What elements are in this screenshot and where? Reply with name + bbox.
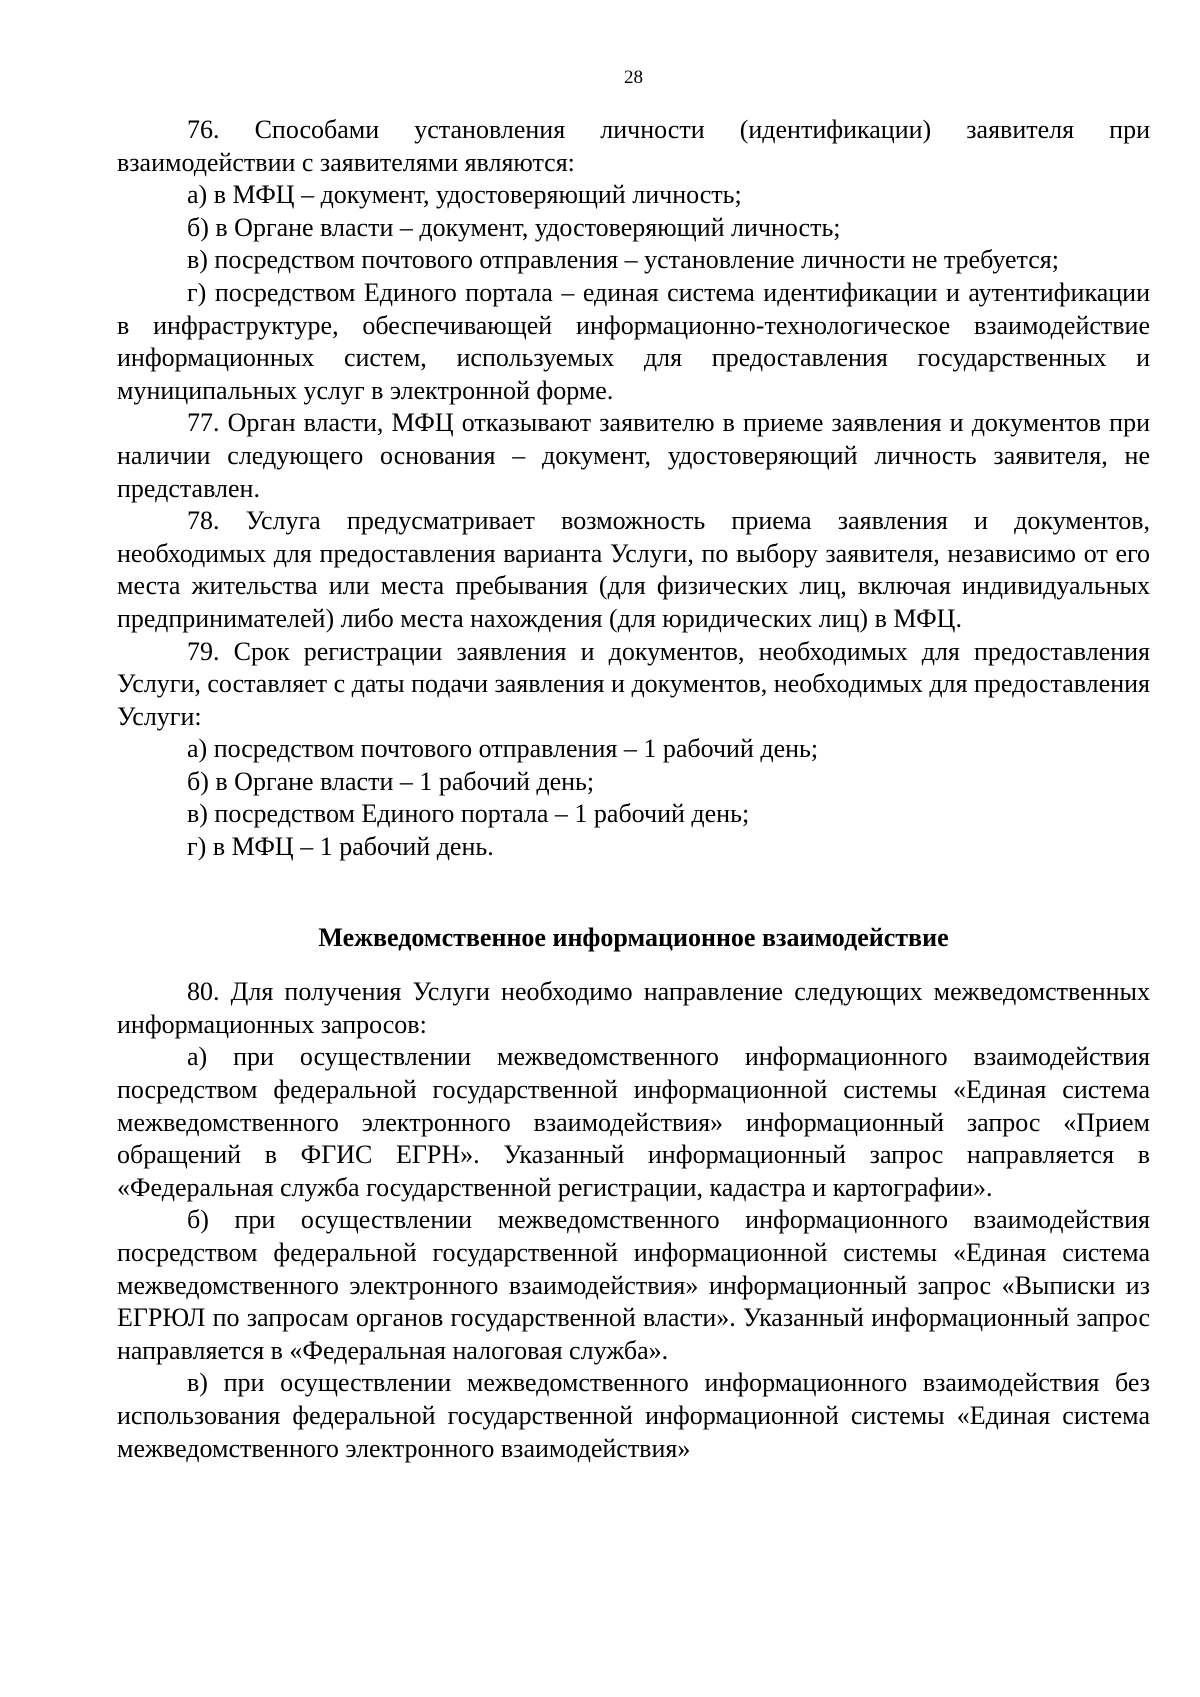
paragraph-79: 79. Срок регистрации заявления и документов, необходимых для предоставления Услуги, составляет с даты подачи заявления и документов, необходимых для предоставления Услуги: (117, 636, 1150, 731)
section-spacer (117, 864, 1150, 922)
list-item-76a: а) в МФЦ – документ, удостоверяющий личность; (187, 180, 742, 210)
list-item-80v: в) при осуществлении межведомственного информационного взаимодействия без использования федеральной государственной информационной системы «Единая система межведомственного электронного взаимодействия» (117, 1368, 1150, 1463)
document-page (117, 66, 1150, 1465)
section-heading: Межведомственное информационное взаимодействие (318, 922, 949, 952)
list-item-80a: а) при осуществлении межведомственного информационного взаимодействия посредством федеральной государственной информационной системы «Единая система межведомственного электронного взаимодействия» информационный запрос «Прием обращений в ФГИС ЕГРН». Указанный информационный запрос направляется в «Федеральная служба государственной регистрации, кадастра и картографии». (117, 1042, 1150, 1202)
list-item-76b: б) в Органе власти – документ, удостоверяющий личность; (187, 212, 841, 242)
page-number: 28 (624, 67, 643, 88)
list-item-79a: а) посредством почтового отправления – 1 рабочий день; (187, 734, 819, 764)
paragraph-76: 76. Способами установления личности (идентификации) заявителя при взаимодействии с заявителями являются: (117, 115, 1150, 177)
list-item-80b: б) при осуществлении межведомственного информационного взаимодействия посредством федеральной государственной информационной системы «Единая система межведомственного электронного взаимодействия» информационный запрос «Выписки из ЕГРЮЛ по запросам органов государственной власти». Указанный информационный запрос направляется в «Федеральная налоговая служба». (117, 1205, 1150, 1365)
list-item-76g: г) посредством Единого портала – единая система идентификации и аутентификации в инфраструктуре, обеспечивающей информационно-технологическое взаимодействие информационных систем, используемых для предоставления государственных и муниципальных услуг в электронной форме. (117, 277, 1150, 405)
list-item-79g: г) в МФЦ – 1 рабочий день. (187, 832, 494, 862)
paragraph-80: 80. Для получения Услуги необходимо направление следующих межведомственных информационных запросов: (117, 977, 1150, 1039)
paragraph-77: 77. Орган власти, МФЦ отказывают заявителю в приеме заявления и документов при наличии следующего основания – документ, удостоверяющий личность заявителя, не представлен. (117, 408, 1150, 503)
heading-spacer (117, 954, 1150, 976)
list-item-79v: в) посредством Единого портала – 1 рабочий день; (187, 799, 750, 829)
list-item-76v: в) посредством почтового отправления – установление личности не требуется; (187, 245, 1059, 275)
list-item-79b: б) в Органе власти – 1 рабочий день; (187, 766, 595, 796)
paragraph-78: 78. Услуга предусматривает возможность приема заявления и документов, необходимых для предоставления варианта Услуги, по выбору заявителя, независимо от его места жительства или места пребывания (для физических лиц, включая индивидуальных предпринимателей) либо места нахождения (для юридических лиц) в МФЦ. (117, 506, 1150, 633)
